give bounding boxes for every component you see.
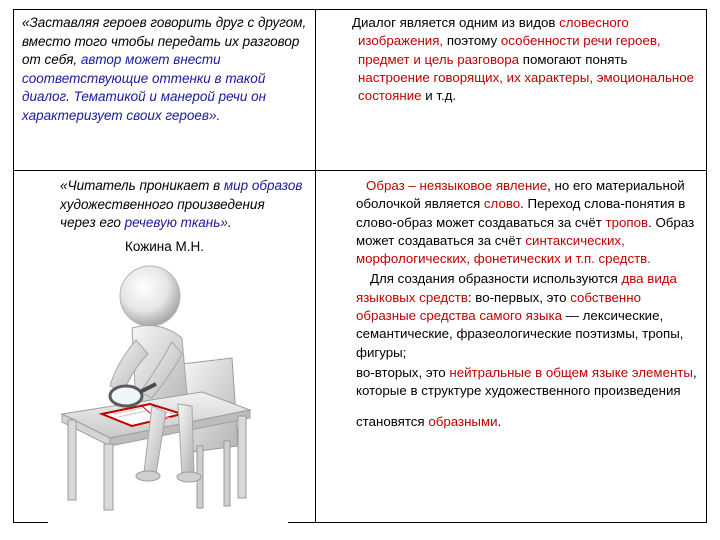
image-paragraph-1: Образ – неязыковое явление, но его материальной оболочкой является слово. Переход слова-понятия в слово-образ может создаваться за счёт тропов. Образ может создаваться за счёт синтаксических, морфологических, фонетических и т.п. средств. <box>356 178 695 267</box>
cell-image-explanation <box>316 171 708 524</box>
image-paragraph-4: становятся образными. <box>356 413 502 429</box>
dialog-quote-text: «Заставляя героев говорить друг с другом, вместо того чтобы передать их разговор от себя, автор может внести соответствующие оттенки в такой диалог. Тематикой и манерой речи он характеризует своих героев». <box>22 15 307 123</box>
image-paragraph-3: во-вторых, это нейтральные в общем языке элементы, которые в структуре художественного произведения <box>356 364 697 399</box>
image-paragraph-2: Для создания образности используются два вида языковых средств: во-первых, это собственно образные средства самого языка — лексические, семантические, фразеологические поэтизмы, тропы, фигуры; <box>356 271 684 360</box>
cell-dialog-quote <box>14 10 315 170</box>
reader-figure-illustration <box>32 246 282 516</box>
dialog-explanation-text: Диалог является одним из видов словесного изображения, поэтому особенности речи героев, предмет и цель разговора помогают понять настроение говорящих, их характеры, эмоциональное состояние и т.д. <box>352 15 695 104</box>
table-border-gap <box>48 520 288 526</box>
reader-quote-text: «Читатель проникает в мир образов художественного произведения через его речевую ткань». <box>60 178 303 230</box>
cell-dialog-explanation <box>316 10 708 170</box>
quote-author: Кожина М.Н. <box>124 238 204 254</box>
